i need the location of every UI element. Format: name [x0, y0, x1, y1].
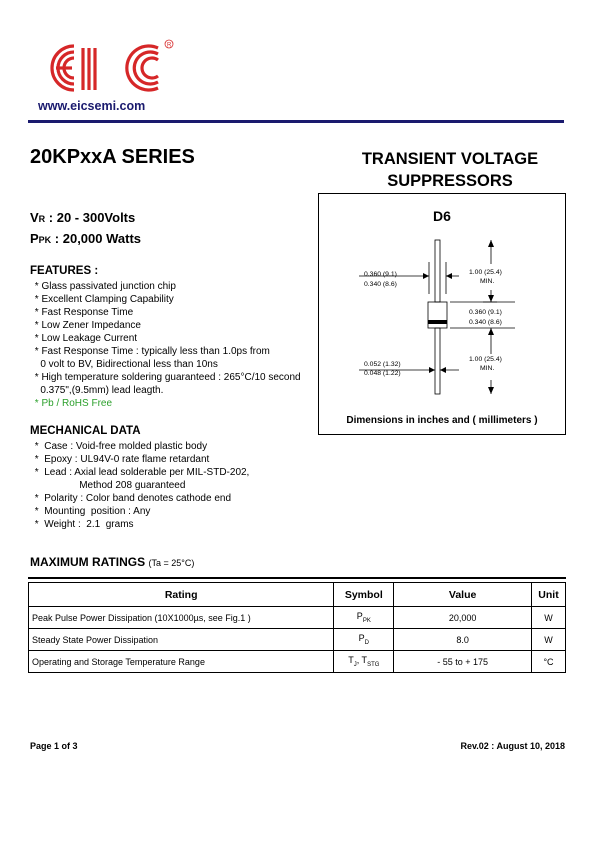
eic-logo: [28, 38, 178, 98]
dim-b1: 1.00 (25.4): [469, 269, 502, 276]
header-rule: [28, 120, 564, 123]
ratings-table: [28, 582, 566, 673]
mechanical-item: * Polarity : Color band denotes cathode end: [32, 493, 232, 504]
dim-a2: 0.340 (8.6): [364, 281, 397, 288]
ppk-symbol: P: [30, 231, 39, 246]
table-row: [29, 629, 566, 651]
revision: Rev.02 : August 10, 2018: [460, 741, 565, 751]
vr-symbol: V: [30, 210, 39, 225]
unit-cell: W: [532, 607, 566, 629]
dim-a1: 0.360 (9.1): [364, 271, 397, 278]
feature-item: * Fast Response Time : typically less than 1.0ps from: [32, 346, 270, 357]
symbol-sub: J: [353, 661, 357, 668]
col-unit: Unit: [532, 583, 566, 607]
ratings-condition: (Ta = 25°C): [148, 558, 195, 568]
dim-e2: MIN.: [480, 365, 495, 372]
upper-lead: [435, 240, 440, 302]
rating-cell: Steady State Power Dissipation: [29, 629, 334, 651]
ratings-heading: [30, 555, 194, 569]
mechanical-item: Method 208 guaranteed: [32, 480, 186, 491]
package-diagram: [318, 193, 566, 435]
symbol-cell: [334, 629, 394, 651]
rating-cell: Peak Pulse Power Dissipation (10X1000µs, see Fig.1 ): [29, 607, 334, 629]
vr-spec: [30, 210, 135, 225]
feature-item: 0.375",(9.5mm) lead leagth.: [32, 385, 164, 396]
ratings-rule: [28, 577, 566, 579]
website-url[interactable]: www.eicsemi.com: [38, 99, 146, 113]
ppk-value: : 20,000 Watts: [51, 231, 142, 246]
vr-value: : 20 - 300Volts: [45, 210, 136, 225]
symbol-cell: [334, 607, 394, 629]
feature-item: * Excellent Clamping Capability: [32, 294, 174, 305]
mechanical-item: * Epoxy : UL94V-0 rate flame retardant: [32, 454, 210, 465]
dim-c1: 0.360 (9.1): [469, 309, 502, 316]
features-heading: FEATURES :: [30, 265, 99, 277]
col-value: Value: [394, 583, 532, 607]
ppk-subscript: PK: [38, 235, 52, 245]
col-rating: Rating: [29, 583, 334, 607]
feature-item: * Low Zener Impedance: [32, 320, 141, 331]
dim-e1: 1.00 (25.4): [469, 356, 502, 363]
symbol-sub: D: [364, 639, 369, 646]
unit-cell: W: [532, 629, 566, 651]
col-symbol: Symbol: [334, 583, 394, 607]
diode-body: [428, 302, 447, 328]
cathode-band: [428, 320, 447, 324]
mechanical-list: [32, 440, 249, 531]
series-title: 20KPxxA SERIES: [30, 146, 195, 168]
dim-d2: 0.048 (1.22): [364, 370, 401, 377]
symbol-main: P: [358, 633, 365, 644]
mechanical-item: * Lead : Axial lead solderable per MIL-STD-202,: [32, 467, 250, 478]
mechanical-item: * Mounting position : Any: [32, 506, 151, 517]
lower-lead: [435, 328, 440, 394]
unit-cell: °C: [532, 651, 566, 673]
feature-item: * High temperature soldering guaranteed : 265°C/10 second: [32, 372, 301, 383]
dim-c2: 0.340 (8.6): [469, 319, 502, 326]
product-type: [340, 148, 560, 192]
symbol-sub-2: STG: [367, 661, 380, 668]
product-type-line1: TRANSIENT VOLTAGE: [361, 150, 539, 168]
dim-d1: 0.052 (1.32): [364, 361, 401, 368]
ppk-spec: [30, 231, 141, 246]
value-cell: - 55 to + 175: [394, 651, 532, 673]
symbol-main: P: [356, 611, 363, 622]
package-name: D6: [433, 208, 451, 224]
feature-item: * Glass passivated junction chip: [32, 281, 176, 292]
value-cell: 8.0: [394, 629, 532, 651]
ratings-title: MAXIMUM RATINGS: [30, 555, 146, 569]
feature-item: 0 volt to BV, Bidirectional less than 10ns: [32, 359, 218, 370]
mechanical-heading: MECHANICAL DATA: [30, 425, 141, 437]
symbol-main: T: [348, 655, 354, 666]
product-type-line2: SUPPRESSORS: [387, 172, 513, 190]
rating-cell: Operating and Storage Temperature Range: [29, 651, 334, 673]
value-cell: 20,000: [394, 607, 532, 629]
feature-item: * Low Leakage Current: [32, 333, 138, 344]
svg-text:R: R: [167, 42, 172, 49]
dim-b2: MIN.: [480, 278, 495, 285]
rohs-item: * Pb / RoHS Free: [32, 398, 113, 409]
table-row: [29, 607, 566, 629]
table-row: [29, 651, 566, 673]
package-drawing: [319, 194, 565, 434]
vr-subscript: R: [38, 214, 46, 224]
table-header-row: [29, 583, 566, 607]
mechanical-item: * Weight : 2.1 grams: [32, 519, 134, 530]
feature-item: * Fast Response Time: [32, 307, 134, 318]
mechanical-item: * Case : Void-free molded plastic body: [32, 441, 208, 452]
symbol-main-2: , T: [356, 655, 368, 666]
symbol-cell: [334, 651, 394, 673]
features-list: [32, 280, 301, 410]
symbol-sub: PK: [362, 617, 371, 624]
diagram-caption: Dimensions in inches and ( millimeters ): [346, 415, 538, 426]
page-number: Page 1 of 3: [30, 741, 78, 751]
